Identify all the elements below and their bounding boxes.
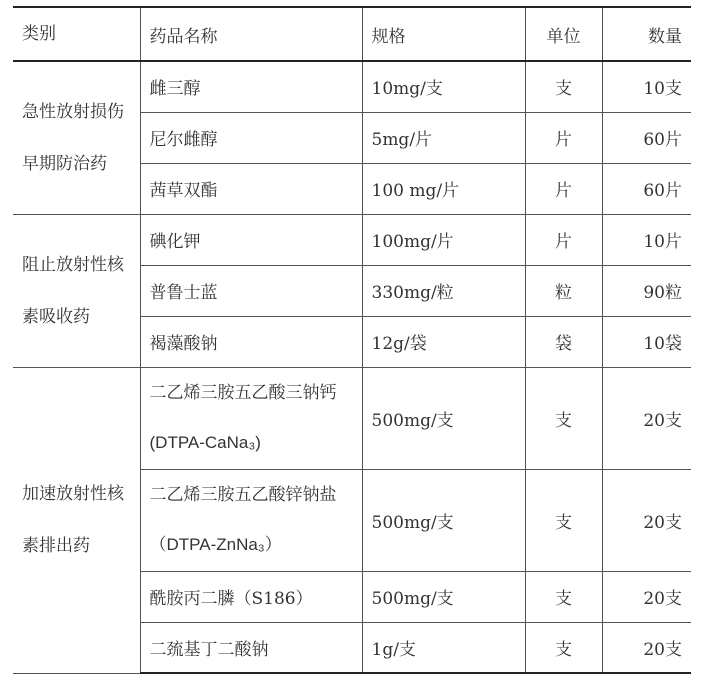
unit-cell: 片 (525, 163, 602, 214)
spec-cell: 5mg/片 (362, 112, 525, 163)
drug-name-formula: (DTPA-CaNa₃) (149, 433, 261, 452)
unit-cell: 片 (525, 112, 602, 163)
unit-cell: 支 (525, 61, 602, 112)
quantity-cell: 20支 (602, 367, 691, 469)
quantity-cell: 20支 (602, 571, 691, 622)
drug-name-cell: 普鲁士蓝 (140, 265, 362, 316)
header-specification: 规格 (362, 7, 525, 61)
drug-name-cell (140, 367, 362, 469)
table-row (13, 214, 691, 265)
unit-cell: 支 (525, 469, 602, 571)
quantity-cell: 20支 (602, 469, 691, 571)
drug-name-line: 二乙烯三胺五乙酸三钠钙 (149, 383, 337, 403)
spec-cell: 500mg/支 (362, 367, 525, 469)
drug-name-cell: 雌三醇 (140, 61, 362, 112)
quantity-cell: 10袋 (602, 316, 691, 367)
spec-cell: 330mg/粒 (362, 265, 525, 316)
table-header-row (13, 7, 691, 61)
drug-table (13, 6, 691, 674)
spec-cell: 500mg/支 (362, 469, 525, 571)
drug-name-cell: 茜草双酯 (140, 163, 362, 214)
unit-cell: 片 (525, 214, 602, 265)
table-row (13, 61, 691, 112)
quantity-cell: 90粒 (602, 265, 691, 316)
drug-name-line: 二乙烯三胺五乙酸锌钠盐 (149, 485, 337, 505)
unit-cell: 粒 (525, 265, 602, 316)
quantity-cell: 20支 (602, 622, 691, 673)
category-cell: 急性放射损伤早期防治药 (13, 61, 140, 214)
header-quantity: 数量 (602, 7, 691, 61)
header-drug-name: 药品名称 (140, 7, 362, 61)
header-category: 类别 (13, 7, 140, 61)
quantity-cell: 10支 (602, 61, 691, 112)
unit-cell: 袋 (525, 316, 602, 367)
quantity-cell: 60片 (602, 112, 691, 163)
unit-cell: 支 (525, 571, 602, 622)
table-row (13, 367, 691, 469)
spec-cell: 100mg/片 (362, 214, 525, 265)
quantity-cell: 60片 (602, 163, 691, 214)
unit-cell: 支 (525, 367, 602, 469)
spec-cell: 100 mg/片 (362, 163, 525, 214)
drug-name-formula: （DTPA-ZnNa₃） (149, 535, 282, 554)
category-cell: 加速放射性核素排出药 (13, 367, 140, 673)
unit-cell: 支 (525, 622, 602, 673)
spec-cell: 12g/袋 (362, 316, 525, 367)
header-unit: 单位 (525, 7, 602, 61)
drug-name-cell: 尼尔雌醇 (140, 112, 362, 163)
spec-cell: 500mg/支 (362, 571, 525, 622)
drug-name-cell (140, 469, 362, 571)
drug-name-cell: 酰胺丙二膦（S186） (140, 571, 362, 622)
category-cell: 阻止放射性核素吸收药 (13, 214, 140, 367)
spec-cell: 10mg/支 (362, 61, 525, 112)
drug-name-cell: 褐藻酸钠 (140, 316, 362, 367)
drug-name-cell: 二巯基丁二酸钠 (140, 622, 362, 673)
drug-name-cell: 碘化钾 (140, 214, 362, 265)
spec-cell: 1g/支 (362, 622, 525, 673)
quantity-cell: 10片 (602, 214, 691, 265)
